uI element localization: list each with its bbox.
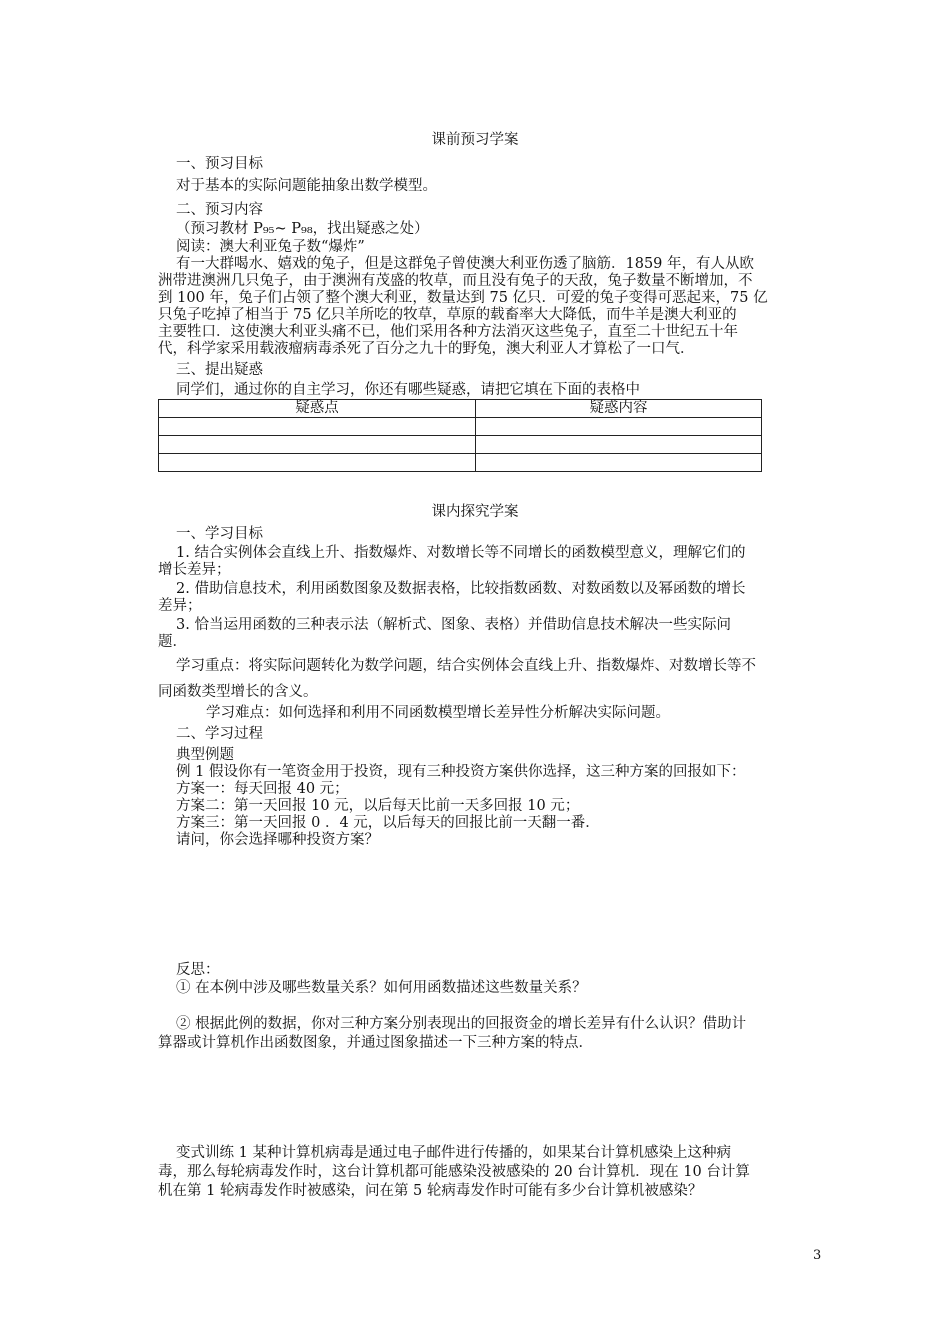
difficulty-point: 学习难点：如何选择和利用不同函数模型增长差异性分析解决实际问题。 [206,705,670,721]
reading-line: 主要牲口．这使澳大利亚头痛不已，他们采用各种方法消灭这些兔子，直至二十世纪五十年 [158,324,738,340]
table-row [159,418,762,436]
table-row [159,436,762,454]
doubt-table [158,399,762,472]
plan-1: 方案一：每天回报 40 元； [176,781,349,797]
doubt-point-header: 疑惑点 [159,400,476,418]
preview-section2-heading: 二、预习内容 [176,202,263,218]
doubt-content-cell[interactable] [476,418,762,436]
reflection-2: ② 根据此例的数据，你对三种方案分别表现出的回报资金的增长差异有什么认识？借助计算器或计算机作出函数图象，并通过图象描述一下三种方案的特点． [158,1016,747,1051]
reflection-heading: 反思： [176,962,220,978]
plan-2: 方案二：第一天回报 10 元，以后每天比前一天多回报 10 元； [176,798,580,814]
reading-line: 有一大群喝水、嬉戏的兔子，但是这群兔子曾使澳大利亚伤透了脑筋．1859 年，有人从欧 [176,256,755,272]
inclass-section2-heading: 二、学习过程 [176,726,263,742]
doubt-instructions: 同学们，通过你的自主学习，你还有哪些疑惑，请把它填在下面的表格中 [176,382,640,398]
doubt-content-cell[interactable] [476,454,762,472]
reading-line: 洲带进澳洲几只兔子，由于澳洲有茂盛的牧草，而且没有兔子的天敌，兔子数量不断增加，不 [158,273,753,289]
reading-title: 阅读：澳大利亚兔子数“爆炸” [176,239,365,255]
preview-textbook-reference: （预习教材 P₉₅~ P₉₈，找出疑惑之处） [176,221,429,237]
variant-exercise-1: 变式训练 1 某种计算机病毒是通过电子邮件进行传播的，如果某台计算机感染上这种病毒，那么每轮病毒发作时，这台计算机都可能感染没被感染的 20 台计算机．现在 10 台计算机在第 1 轮病毒发作时被感染，问在第 5 轮病毒发作时可能有多少台计算机被感染？ [158,1145,750,1199]
doubt-content-header: 疑惑内容 [476,400,762,418]
learning-goal-3: 3. 恰当运用函数的三种表示法（解析式、图象、表格）并借助信息技术解决一些实际问题． [158,617,731,650]
typical-examples-heading: 典型例题 [176,747,234,763]
example-question: 请问，你会选择哪种投资方案？ [176,832,379,848]
plan-3: 方案三：第一天回报 0 ．4 元，以后每天的回报比前一天翻一番． [176,815,600,831]
preview-section3-heading: 三、提出疑惑 [176,362,263,378]
table-row [159,454,762,472]
doubt-content-cell[interactable] [476,436,762,454]
page-number: 3 [813,1248,822,1263]
inclass-title: 课内探究学案 [431,504,519,520]
preview-section1-heading: 一、预习目标 [176,156,263,172]
reading-line: 只兔子吃掉了相当于 75 亿只羊所吃的牧草，草原的载畜率大大降低，而牛羊是澳大利亚的 [158,307,737,323]
reading-line: 代，科学家采用载液瘤病毒杀死了百分之九十的野兔，澳大利亚人才算松了一口气． [158,341,695,357]
reading-line: 到 100 年，兔子们占领了整个澳大利亚，数量达到 75 亿只．可爱的兔子变得可恶起来，75 亿 [158,290,768,306]
doubt-point-cell[interactable] [159,436,476,454]
reflection-1: ① 在本例中涉及哪些数量关系？如何用函数描述这些数量关系？ [176,980,587,996]
example-1: 例 1 假设你有一笔资金用于投资，现有三种投资方案供你选择，这三种方案的回报如下： [176,764,746,780]
key-point: 学习重点：将实际问题转化为数学问题，结合实例体会直线上升、指数爆炸、对数增长等不同函数类型增长的含义。 [158,658,756,700]
doubt-point-cell[interactable] [159,454,476,472]
preview-title: 课前预习学案 [431,132,519,148]
preview-objective-text: 对于基本的实际问题能抽象出数学模型。 [176,178,437,194]
inclass-section1-heading: 一、学习目标 [176,526,263,542]
learning-goal-1: 1. 结合实例体会直线上升、指数爆炸、对数增长等不同增长的函数模型意义，理解它们的增长差异； [158,545,746,578]
doubt-point-cell[interactable] [159,418,476,436]
learning-goal-2: 2. 借助信息技术，利用函数图象及数据表格，比较指数函数、对数函数以及幂函数的增长差异； [158,581,746,614]
